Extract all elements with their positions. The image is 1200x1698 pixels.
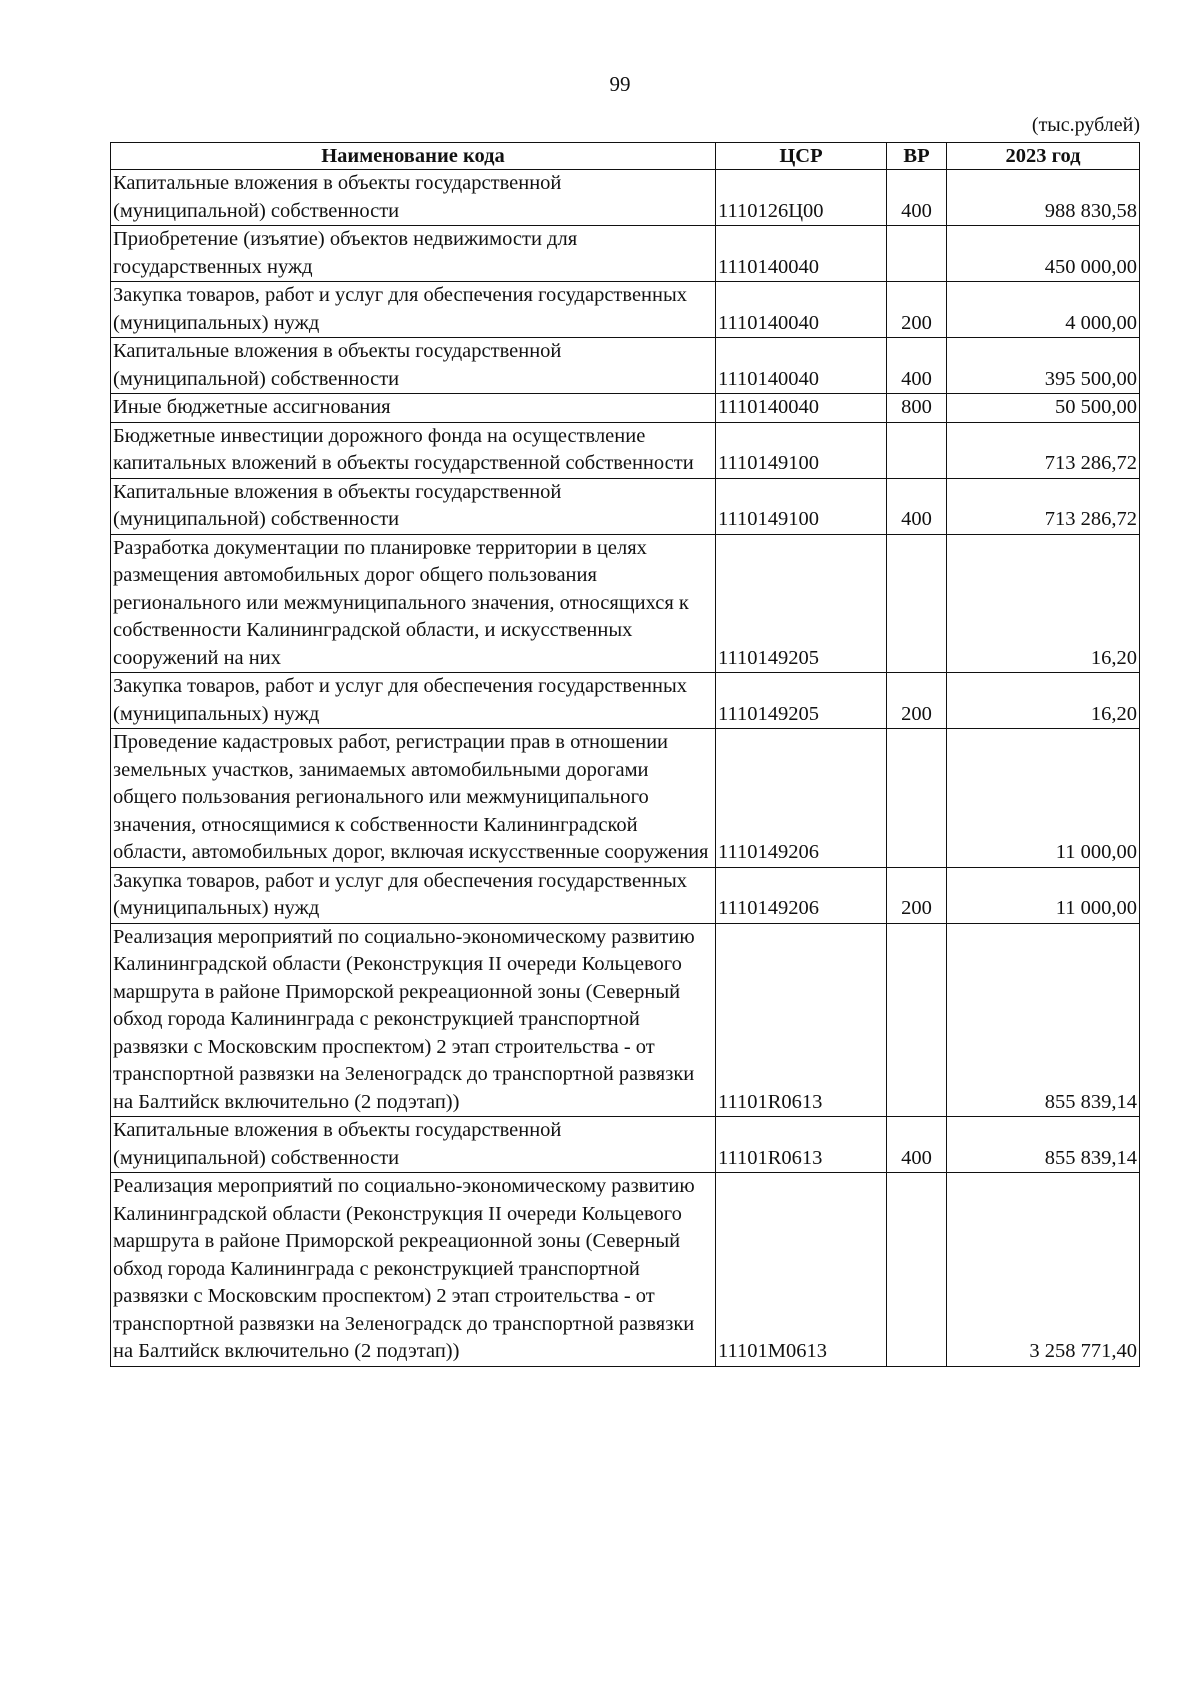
row-csr: 1110140040 (716, 282, 887, 338)
row-amount: 4 000,00 (947, 282, 1140, 338)
row-name: Закупка товаров, работ и услуг для обеспечения государственных (муниципальных) нужд (111, 867, 716, 923)
table-row (111, 282, 1140, 338)
row-csr: 1110149205 (716, 673, 887, 729)
row-vr: 400 (887, 1117, 947, 1173)
table-row (111, 923, 1140, 1117)
row-csr: 11101R0613 (716, 923, 887, 1117)
table-row (111, 867, 1140, 923)
row-csr: 1110149100 (716, 422, 887, 478)
table-header-row (111, 143, 1140, 170)
row-vr (887, 226, 947, 282)
row-amount: 50 500,00 (947, 394, 1140, 423)
row-vr: 200 (887, 282, 947, 338)
row-vr: 400 (887, 478, 947, 534)
row-csr: 1110149206 (716, 867, 887, 923)
header-csr: ЦСР (716, 143, 887, 170)
table-row (111, 170, 1140, 226)
row-name: Закупка товаров, работ и услуг для обеспечения государственных (муниципальных) нужд (111, 282, 716, 338)
table-row (111, 394, 1140, 423)
table-row (111, 534, 1140, 673)
table-row (111, 673, 1140, 729)
units-note: (тыс.рублей) (1031, 114, 1140, 136)
row-vr: 200 (887, 867, 947, 923)
header-vr: ВР (887, 143, 947, 170)
row-csr: 1110149205 (716, 534, 887, 673)
row-name: Приобретение (изъятие) объектов недвижимости для государственных нужд (111, 226, 716, 282)
row-vr (887, 422, 947, 478)
header-year: 2023 год (947, 143, 1140, 170)
table-row (111, 338, 1140, 394)
row-amount: 395 500,00 (947, 338, 1140, 394)
row-amount: 450 000,00 (947, 226, 1140, 282)
row-amount: 988 830,58 (947, 170, 1140, 226)
row-name: Реализация мероприятий по социально-экономическому развитию Калининградской области (Реконструкция II очереди Кольцевого маршрута в районе Приморской рекреационной зоны (Северный обход города Калининграда с реконструкцией транспортной развязки с Московским проспектом) 2 этап строительства - от транспортной развязки на Зеленоградск до транспортной развязки на Балтийск включительно (2 подэтап)) (111, 923, 716, 1117)
row-vr (887, 1173, 947, 1367)
table-row (111, 226, 1140, 282)
row-vr (887, 923, 947, 1117)
row-vr: 200 (887, 673, 947, 729)
row-name: Капитальные вложения в объекты государственной (муниципальной) собственности (111, 170, 716, 226)
row-csr: 1110126Ц00 (716, 170, 887, 226)
row-vr: 400 (887, 170, 947, 226)
row-vr: 800 (887, 394, 947, 423)
row-amount: 855 839,14 (947, 1117, 1140, 1173)
row-name: Реализация мероприятий по социально-экономическому развитию Калининградской области (Реконструкция II очереди Кольцевого маршрута в районе Приморской рекреационной зоны (Северный обход города Калининграда с реконструкцией транспортной развязки с Московским проспектом) 2 этап строительства - от транспортной развязки на Зеленоградск до транспортной развязки на Балтийск включительно (2 подэтап)) (111, 1173, 716, 1367)
table-row (111, 1173, 1140, 1367)
table-row (111, 422, 1140, 478)
row-name: Проведение кадастровых работ, регистрации прав в отношении земельных участков, занимаемых автомобильными дорогами общего пользования регионального или межмуниципального значения, относящимися к собственности Калининградской области, автомобильных дорог, включая искусственные сооружения (111, 729, 716, 868)
row-csr: 11101R0613 (716, 1117, 887, 1173)
budget-table (110, 142, 1140, 1367)
row-amount: 11 000,00 (947, 867, 1140, 923)
row-name: Иные бюджетные ассигнования (111, 394, 716, 423)
row-amount: 11 000,00 (947, 729, 1140, 868)
page-number: 99 (609, 72, 631, 96)
row-csr: 1110140040 (716, 226, 887, 282)
row-name: Капитальные вложения в объекты государственной (муниципальной) собственности (111, 478, 716, 534)
row-amount: 3 258 771,40 (947, 1173, 1140, 1367)
table-row (111, 478, 1140, 534)
row-csr: 1110149100 (716, 478, 887, 534)
header-name: Наименование кода (111, 143, 716, 170)
row-name: Бюджетные инвестиции дорожного фонда на осуществление капитальных вложений в объекты государственной собственности (111, 422, 716, 478)
table-row (111, 729, 1140, 868)
row-vr (887, 534, 947, 673)
row-name: Капитальные вложения в объекты государственной (муниципальной) собственности (111, 1117, 716, 1173)
row-vr (887, 729, 947, 868)
row-csr: 11101M0613 (716, 1173, 887, 1367)
row-amount: 855 839,14 (947, 923, 1140, 1117)
row-name: Разработка документации по планировке территории в целях размещения автомобильных дорог общего пользования регионального или межмуниципального значения, относящихся к собственности Калининградской области, и искусственных сооружений на них (111, 534, 716, 673)
row-amount: 713 286,72 (947, 422, 1140, 478)
row-csr: 1110149206 (716, 729, 887, 868)
row-amount: 713 286,72 (947, 478, 1140, 534)
row-name: Капитальные вложения в объекты государственной (муниципальной) собственности (111, 338, 716, 394)
row-csr: 1110140040 (716, 338, 887, 394)
row-name: Закупка товаров, работ и услуг для обеспечения государственных (муниципальных) нужд (111, 673, 716, 729)
row-amount: 16,20 (947, 673, 1140, 729)
row-vr: 400 (887, 338, 947, 394)
row-csr: 1110140040 (716, 394, 887, 423)
row-amount: 16,20 (947, 534, 1140, 673)
table-row (111, 1117, 1140, 1173)
